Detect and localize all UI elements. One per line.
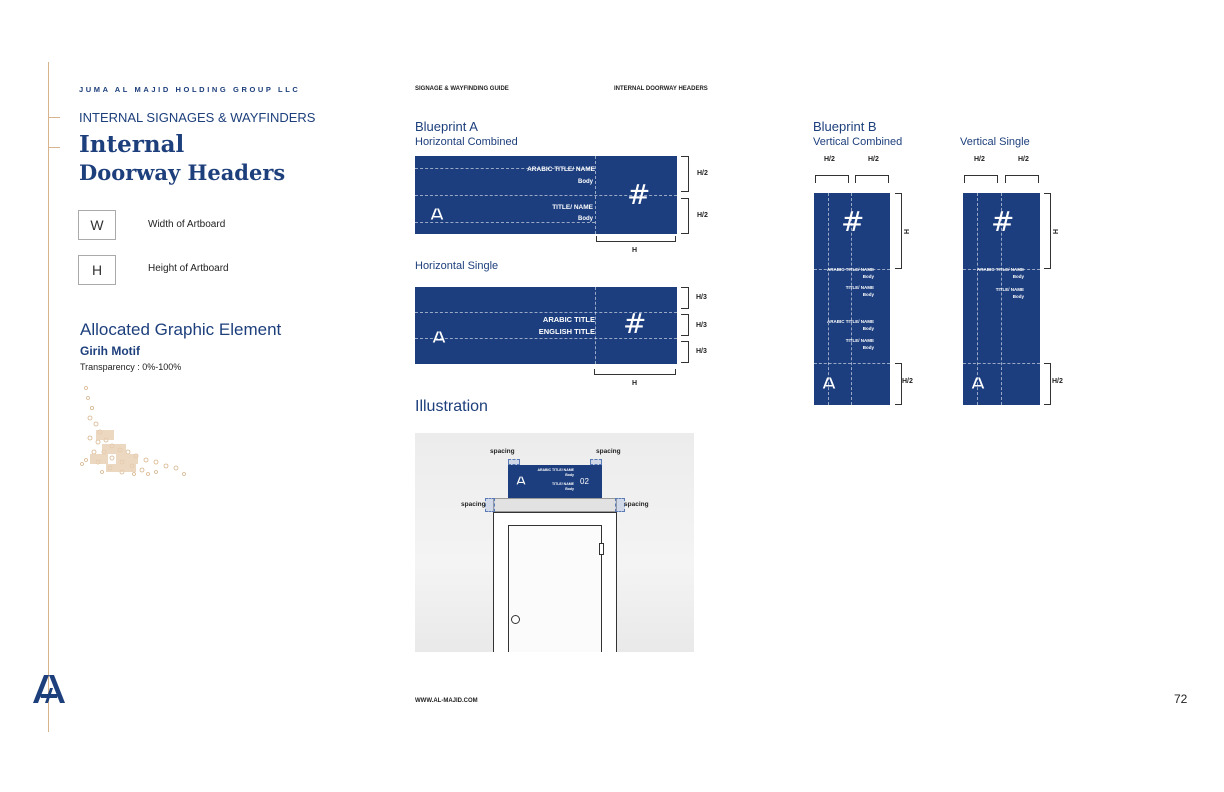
dimension-label: H/2 [1018, 156, 1029, 163]
illustration-panel [415, 433, 694, 652]
dimension-label: H/2 [824, 156, 835, 163]
body-text: Body [1012, 294, 1024, 299]
graphic-heading: Allocated Graphic Element [80, 320, 282, 339]
title-name-text: TITLE/ NAME [552, 204, 593, 211]
dimension-bracket [1044, 193, 1051, 269]
company-logo [31, 674, 67, 704]
horizontal-single-label: Horizontal Single [415, 260, 499, 272]
logo-mark [432, 331, 446, 343]
spacing-label: spacing [461, 501, 486, 508]
arabic-title-name-text: ARABIC TITLE/ NAME [527, 166, 595, 173]
vertical-combined-sign [814, 193, 890, 405]
title-name-text: TITLE/ NAME [995, 287, 1024, 292]
logo-mark [822, 377, 836, 389]
chapter-header: INTERNAL DOORWAY HEADERS [614, 86, 708, 92]
dimension-label: H [632, 247, 638, 254]
horizontal-single-sign [415, 287, 677, 364]
dimension-bracket [964, 175, 998, 183]
room-number-hash: # [991, 205, 1015, 238]
illustration-title: Illustration [415, 398, 488, 415]
arabic-title-name-text: ARABIC TITLE/ NAME [827, 267, 874, 272]
transparency-note: Transparency : 0%-100% [80, 362, 182, 372]
body-text: Body [1012, 274, 1024, 279]
section-title: INTERNAL SIGNAGES & WAYFINDERS [79, 110, 316, 125]
door-leaf [508, 525, 602, 652]
dimension-bracket [596, 236, 676, 242]
guide-line [814, 363, 890, 364]
dimension-label-rotated: H [1051, 228, 1059, 235]
graphic-name: Girih Motif [80, 344, 140, 358]
door-hinge [599, 543, 604, 555]
legend-label-w: Width of Artboard [148, 219, 226, 230]
door-knob [511, 615, 520, 624]
guide-line [595, 287, 596, 364]
legend-label-h: Height of Artboard [148, 263, 229, 274]
horizontal-combined-sign [415, 156, 677, 234]
blueprint-b-combined-label: Vertical Combined [813, 136, 903, 148]
sign-arabic-text: ARABIC TITLE/ NAME [537, 468, 574, 472]
page-title-line1: Internal [79, 131, 185, 158]
vertical-single-sign [963, 193, 1040, 405]
dimension-bracket [681, 314, 689, 336]
footer-website: WWW.AL-MAJID.COM [415, 698, 478, 704]
sign-title-text: TITLE/ NAME [552, 482, 574, 486]
spacing-label: spacing [490, 448, 515, 455]
guide-line [828, 193, 829, 405]
illustration-sign [508, 465, 602, 498]
title-name-text: TITLE/ NAME [845, 338, 874, 343]
room-number-hash: # [627, 178, 651, 211]
guide-line [595, 156, 596, 234]
dimension-label: H/2 [974, 156, 985, 163]
body-text: Body [862, 326, 874, 331]
sidebar-rule [48, 62, 49, 732]
dimension-bracket [815, 175, 849, 183]
dimension-label-rotated: H [902, 228, 910, 235]
body-text: Body [862, 292, 874, 297]
sidebar-tick [48, 147, 60, 148]
dimension-label: H/2 [697, 212, 708, 219]
dimension-label: H [632, 380, 638, 387]
spacing-label: spacing [624, 501, 649, 508]
sign-room-number: 02 [580, 477, 589, 486]
dimension-label: H/2 [868, 156, 879, 163]
logo-mark [516, 476, 526, 485]
dimension-bracket [681, 198, 689, 234]
dimension-label: H/3 [696, 348, 707, 355]
sidebar-tick [48, 117, 60, 118]
dimension-bracket [1044, 363, 1051, 405]
page-number: 72 [1174, 692, 1188, 706]
dimension-bracket [681, 156, 689, 192]
body-text: Body [578, 216, 593, 222]
room-number-hash: # [841, 205, 865, 238]
dimension-bracket [1005, 175, 1039, 183]
arabic-title-name-text: ARABIC TITLE/ NAME [827, 319, 874, 324]
company-name: JUMA AL MAJID HOLDING GROUP LLC [79, 85, 301, 94]
guide-line [415, 222, 595, 223]
guide-line [977, 193, 978, 405]
dimension-label: H/3 [696, 294, 707, 301]
sign-body-text: Body [565, 473, 574, 477]
blueprint-a-title: Blueprint A [415, 119, 478, 134]
legend-key-h: H [78, 255, 116, 285]
legend-key-w: W [78, 210, 116, 240]
guide-line [963, 363, 1040, 364]
spacing-label: spacing [596, 448, 621, 455]
english-title-text: ENGLISH TITLE [538, 327, 595, 336]
blueprint-a-combined-label: Horizontal Combined [415, 136, 518, 148]
guide-header: SIGNAGE & WAYFINDING GUIDE [415, 86, 509, 92]
blueprint-b-title: Blueprint B [813, 119, 877, 134]
dimension-label: H/2 [1052, 378, 1063, 385]
sign-body-text: Body [565, 487, 574, 491]
room-number-hash: # [623, 307, 647, 340]
page-title-line2: Doorway Headers [79, 160, 286, 185]
dimension-label: H/3 [696, 322, 707, 329]
dimension-label: H/2 [902, 378, 913, 385]
body-text: Body [862, 345, 874, 350]
logo-mark [971, 377, 985, 389]
blueprint-b-single-label: Vertical Single [960, 136, 1030, 148]
dimension-label: H/2 [697, 170, 708, 177]
arabic-title-name-text: ARABIC TITLE/ NAME [977, 267, 1024, 272]
dimension-bracket [895, 193, 902, 269]
logo-mark [430, 208, 444, 220]
dimension-bracket [855, 175, 889, 183]
dimension-bracket [681, 341, 689, 363]
door-lintel [493, 498, 617, 512]
girih-motif-graphic [76, 380, 191, 480]
title-name-text: TITLE/ NAME [845, 285, 874, 290]
arabic-title-text: ARABIC TITLE [542, 315, 595, 324]
spacing-box [485, 498, 495, 512]
dimension-bracket [895, 363, 902, 405]
dimension-bracket [681, 287, 689, 309]
dimension-bracket [594, 369, 676, 375]
body-text: Body [862, 274, 874, 279]
body-text: Body [578, 179, 593, 185]
